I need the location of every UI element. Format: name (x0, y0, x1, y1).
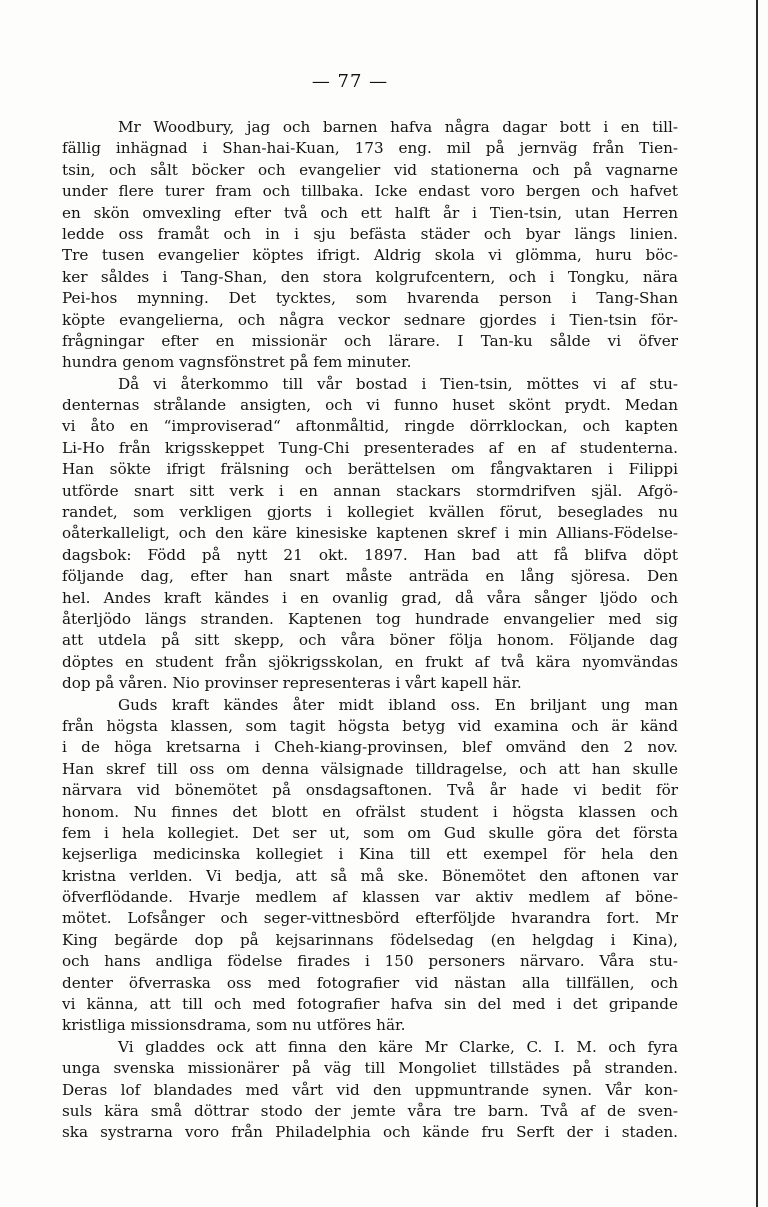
text-line: i de höga kretsarna i Cheh-kiang-provinsen, blef omvänd den 2 nov. (62, 738, 678, 757)
text-line: vi känna, att till och med fotografier hafva sin del med i det gripande (62, 995, 678, 1014)
text-line: ledde oss framåt och in i sju befästa städer och byar längs linien. (62, 224, 678, 243)
text-line: Li-Ho från krigsskeppet Tung-Chi presenterades af en af studenterna. (62, 438, 678, 457)
text-line: Tre tusen evangelier köptes ifrigt. Aldrig skola vi glömma, huru böc- (62, 246, 678, 265)
text-line: fem i hela kollegiet. Det ser ut, som om Gud skulle göra det första (62, 823, 678, 842)
text-line: King begärde dop på kejsarinnans födelsedag (en helgdag i Kina), (62, 930, 678, 949)
text-line: frågningar efter en missionär och lärare. I Tan-ku sålde vi öfver (62, 331, 678, 350)
text-line: utförde snart sitt verk i en annan stackars stormdrifven själ. Afgö- (62, 481, 678, 500)
text-line: kristliga missionsdrama, som nu utföres här. (62, 1016, 406, 1035)
text-line: Mr Woodbury, jag och barnen hafva några dagar bott i en till- (118, 118, 678, 136)
text-line: från högsta klassen, som tagit högsta betyg vid examina och är känd (62, 716, 678, 735)
text-line: kristna verlden. Vi bedja, att så må ske. Bönemötet den aftonen var (62, 866, 678, 885)
text-line: fällig inhägnad i Shan-hai-Kuan, 173 eng. mil på jernväg från Tien- (62, 139, 678, 158)
text-line: ska systrarna voro från Philadelphia och kände fru Serft der i staden. (62, 1123, 678, 1142)
page-edge-line (756, 0, 758, 1207)
text-line: denter öfverraska oss med fotografier vid nästan alla tillfällen, och (62, 973, 678, 992)
text-line: suls kära små döttrar stodo der jemte våra tre barn. Två af de sven- (62, 1101, 678, 1120)
text-line: en skön omvexling efter två och ett halft år i Tien-tsin, utan Herren (62, 203, 678, 222)
text-line: Guds kraft kändes åter midt ibland oss. En briljant ung man (118, 695, 678, 714)
text-line: ker såldes i Tang-Shan, den stora kolgrufcentern, och i Tongku, nära (62, 267, 678, 286)
page-number: — 77 — (311, 71, 389, 92)
text-line: dop på våren. Nio provinser representeras i vårt kapell här. (62, 674, 522, 693)
text-line: hel. Andes kraft kändes i en ovanlig grad, då våra sånger ljödo och (62, 588, 678, 607)
text-line: och hans andliga födelse firades i 150 personers närvaro. Våra stu- (62, 952, 678, 971)
text-line: Han skref till oss om denna välsignade tilldragelse, och att han skulle (62, 759, 678, 778)
text-line: återljödo längs stranden. Kaptenen tog hundrade envangelier med sig (62, 609, 678, 628)
text-line: Vi gladdes ock att finna den käre Mr Clarke, C. I. M. och fyra (118, 1037, 678, 1056)
text-line: döptes en student från sjökrigsskolan, en frukt af två kära nyomvändas (62, 652, 678, 671)
text-line: oåterkalleligt, och den käre kinesiske kaptenen skref i min Allians-Födelse- (62, 524, 678, 543)
text-line: följande dag, efter han snart måste anträda en lång sjöresa. Den (62, 567, 678, 586)
text-line: Då vi återkommo till vår bostad i Tien-tsin, möttes vi af stu- (118, 374, 678, 393)
text-line: vi åto en “improviserad“ aftonmåltid, ringde dörrklockan, och kapten (62, 417, 678, 436)
body-text (62, 117, 678, 1144)
text-line: honom. Nu finnes det blott en ofrälst student i högsta klassen och (62, 802, 678, 821)
text-line: Deras lof blandades med vårt vid den uppmuntrande synen. Vår kon- (62, 1080, 678, 1099)
text-line: under flere turer fram och tillbaka. Icke endast voro bergen och hafvet (62, 182, 678, 201)
text-line: att utdela på sitt skepp, och våra böner följa honom. Följande dag (62, 631, 678, 650)
text-line: denternas strålande ansigten, och vi funno huset skönt prydt. Medan (62, 396, 678, 415)
text-line: Pei-hos mynning. Det tycktes, som hvarenda person i Tang-Shan (62, 289, 678, 308)
text-line: kejserliga medicinska kollegiet i Kina till ett exempel för hela den (62, 845, 678, 864)
text-line: tsin, och sålt böcker och evangelier vid stationerna och på vagnarne (62, 160, 678, 179)
text-line: hundra genom vagnsfönstret på fem minuter. (62, 353, 412, 372)
text-line: köpte evangelierna, och några veckor sednare gjordes i Tien-tsin för- (62, 310, 678, 329)
text-line: randet, som verkligen gjorts i kollegiet kvällen förut, beseglades nu (62, 503, 678, 522)
text-line: Han sökte ifrigt frälsning och berättelsen om fångvaktaren i Filippi (62, 460, 678, 479)
text-line: mötet. Lofsånger och seger-vittnesbörd efterföljde hvarandra fort. Mr (62, 909, 678, 928)
text-line: unga svenska missionärer på väg till Mongoliet tillstädes på stranden. (62, 1059, 678, 1078)
text-line: öfverflödande. Hvarje medlem af klassen var aktiv medlem af böne- (62, 888, 678, 907)
text-line: dagsbok: Född på nytt 21 okt. 1897. Han bad att få blifva döpt (62, 545, 678, 564)
text-line: närvara vid bönemötet på onsdagsaftonen. Två år hade vi bedit för (62, 781, 678, 800)
